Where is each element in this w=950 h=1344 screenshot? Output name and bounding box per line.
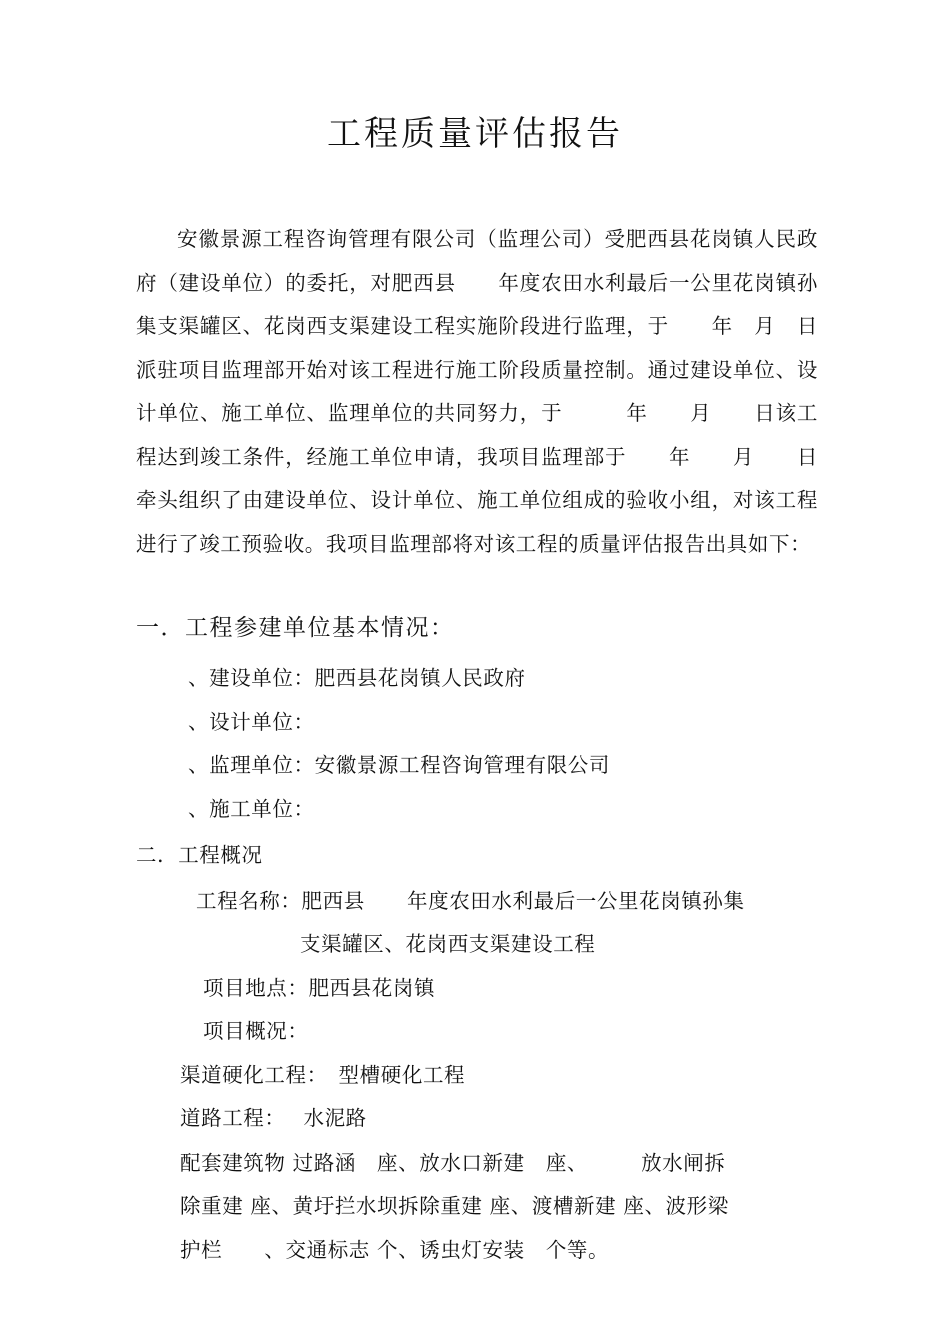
road-works: 道路工程： 水泥路 (180, 1106, 367, 1130)
unit-supervision: 、监理单位：安徽景源工程咨询管理有限公司 (188, 753, 610, 777)
facilities-line-3: 护栏 、交通标志 个、诱虫灯安装 个等。 (180, 1238, 610, 1262)
project-name-line-1: 工程名称：肥西县 年度农田水利最后一公里花岗镇孙集 (196, 889, 745, 913)
project-name-line-2: 支渠罐区、花岗西支渠建设工程 (300, 932, 596, 956)
facilities-line-1: 配套建筑物 过路涵 座、放水口新建 座、 放水闸拆 (180, 1151, 726, 1175)
facilities-line-2: 除重建 座、黄圩拦水坝拆除重建 座、渡槽新建 座、波形梁 (180, 1194, 729, 1218)
section-1-heading: 一．工程参建单位基本情况： (136, 615, 455, 641)
project-location: 项目地点：肥西县花岗镇 (203, 976, 436, 1000)
unit-construction: 、建设单位：肥西县花岗镇人民政府 (188, 666, 526, 690)
intro-paragraph: 安徽景源工程咨询管理有限公司（监理公司）受肥西县花岗镇人民政府（建设单位）的委托，对肥西县 年度农田水利最后一公里花岗镇孙集支渠罐区、花岗西支渠建设工程实施阶段进行监理，于 年 月 日派驻项目监理部开始对该工程进行施工阶段质量控制。通过建设单位、设计单位、施工单位、监理单位的共同努力，于 年 月 日该工程达到竣工条件，经施工单位申请，我项目监理部于 年 月 日牵头组织了由建设单位、设计单位、施工单位组成的验收小组，对该工程进行了竣工预验收。我项目监理部将对该工程的质量评估报告出具如下： (136, 227, 818, 556)
canal-hardening: 渠道硬化工程： 型槽硬化工程 (180, 1063, 466, 1087)
project-overview: 项目概况： (203, 1019, 309, 1043)
unit-design: 、设计单位： (188, 710, 315, 734)
document-title: 工程质量评估报告 (327, 114, 623, 154)
section-2-heading: 二．工程概况 (136, 843, 263, 867)
unit-contractor: 、施工单位： (188, 797, 315, 821)
